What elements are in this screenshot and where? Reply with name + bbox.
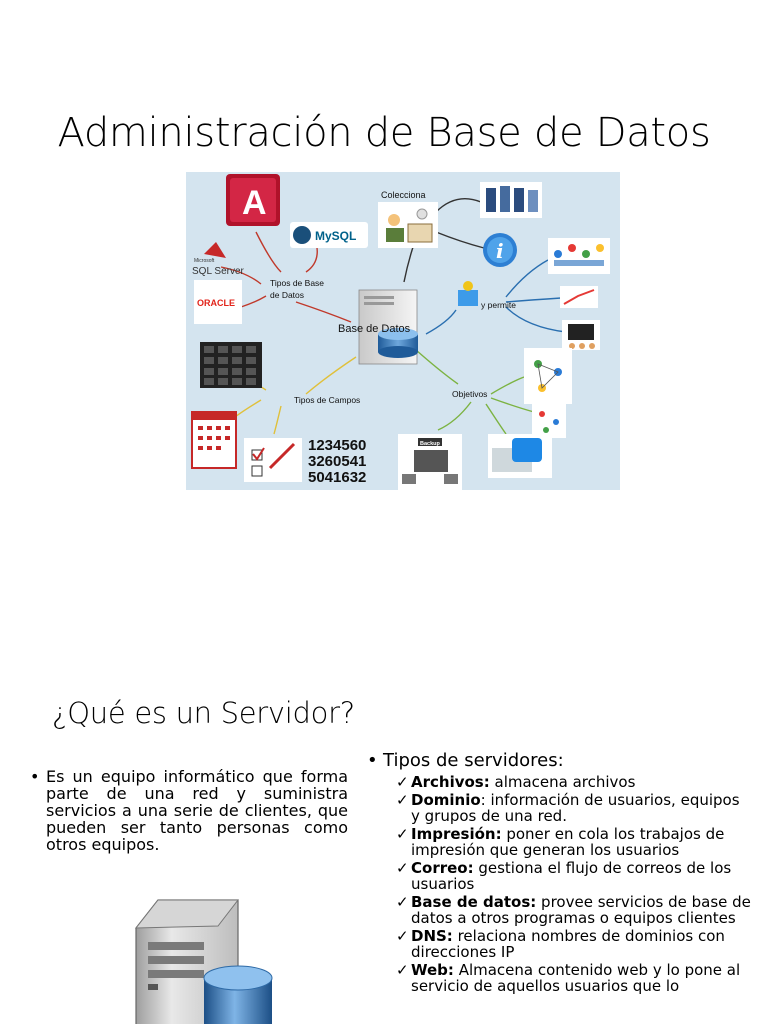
hand-keyboard-icon bbox=[488, 434, 552, 478]
check-icon: ✓ bbox=[396, 791, 409, 809]
collector-cartoon-icon bbox=[378, 202, 438, 248]
database-server-icon bbox=[128, 898, 318, 1024]
svg-text:Colecciona: Colecciona bbox=[381, 190, 426, 200]
svg-text:A: A bbox=[242, 184, 267, 222]
svg-text:ORACLE: ORACLE bbox=[197, 298, 235, 308]
server-types bbox=[367, 750, 752, 996]
server-type-description: relaciona nombres de dominios con direcciones IP bbox=[411, 927, 725, 961]
server-type-item bbox=[396, 928, 752, 960]
server-definition-text: Es un equipo informático que forma parte de una red y suministra servicios a una serie de clientes, que pueden ser tanto personas como otros equipos. bbox=[46, 767, 348, 854]
svg-text:Objetivos: Objetivos bbox=[452, 389, 488, 399]
check-icon: ✓ bbox=[396, 859, 409, 877]
mysql-logo bbox=[290, 222, 368, 248]
calculator-keypad-icon bbox=[200, 342, 262, 388]
check-icon: ✓ bbox=[396, 927, 409, 945]
files-icon bbox=[480, 182, 542, 218]
calendar-icon bbox=[192, 412, 236, 468]
sqlserver-logo bbox=[192, 242, 245, 277]
slide-title: ¿Qué es un Servidor? bbox=[52, 696, 355, 730]
server-type-description: gestiona el flujo de correos de los usuarios bbox=[411, 859, 732, 893]
server-type-item bbox=[396, 962, 752, 994]
svg-text:1234560: 1234560 bbox=[308, 437, 367, 454]
people-network-icon bbox=[548, 238, 610, 274]
puzzle-box-icon bbox=[458, 281, 478, 306]
server-type-item bbox=[396, 826, 752, 858]
svg-text:Microsoft: Microsoft bbox=[194, 258, 215, 264]
svg-text:i: i bbox=[496, 239, 504, 263]
svg-text:5041632: 5041632 bbox=[308, 469, 367, 486]
check-icon: ✓ bbox=[396, 961, 409, 979]
server-type-name: DNS: bbox=[411, 927, 453, 945]
server-type-name: Correo: bbox=[411, 859, 474, 877]
server-types-list bbox=[396, 774, 752, 994]
oracle-logo bbox=[194, 280, 242, 324]
server-type-item bbox=[396, 792, 752, 824]
svg-text:de Datos: de Datos bbox=[270, 290, 305, 300]
access-icon bbox=[226, 174, 280, 226]
server-type-description: poner en cola los trabajos de impresión que generan los usuarios bbox=[411, 825, 725, 859]
svg-text:Base de Datos: Base de Datos bbox=[338, 323, 411, 335]
server-type-item bbox=[396, 894, 752, 926]
info-icon bbox=[483, 233, 517, 267]
keyboard-people-icon bbox=[562, 320, 600, 350]
server-type-item bbox=[396, 860, 752, 892]
database-mindmap bbox=[186, 172, 620, 490]
check-icon: ✓ bbox=[396, 893, 409, 911]
server-definition bbox=[30, 768, 348, 853]
slide-2 bbox=[0, 640, 768, 1024]
server-types-heading: Tipos de servidores: bbox=[383, 750, 564, 771]
mindmap-graphic bbox=[186, 172, 620, 490]
bullet: • bbox=[30, 767, 40, 786]
svg-text:MySQL: MySQL bbox=[315, 229, 357, 243]
svg-text:Tipos de Campos: Tipos de Campos bbox=[294, 395, 361, 405]
svg-text:Tipos de Base: Tipos de Base bbox=[270, 278, 325, 288]
network-nodes-icon bbox=[532, 404, 566, 438]
slide-title: Administración de Base de Datos bbox=[57, 110, 711, 156]
bullet: • bbox=[367, 750, 378, 771]
server-type-name: Base de datos: bbox=[411, 893, 537, 911]
server-type-name: Archivos: bbox=[411, 773, 490, 791]
backup-icon bbox=[398, 434, 462, 490]
server-type-name: Impresión: bbox=[411, 825, 502, 843]
checkbox-true-false-icon bbox=[244, 438, 302, 482]
svg-text:y permite: y permite bbox=[481, 300, 516, 310]
server-type-description: : información de usuarios, equipos y grupos de una red. bbox=[411, 791, 740, 825]
server-type-description: Almacena contenido web y lo pone al servicio de aquellos usuarios que lo bbox=[411, 961, 741, 995]
svg-text:3260541: 3260541 bbox=[308, 453, 367, 470]
server-type-name: Web: bbox=[411, 961, 454, 979]
check-icon: ✓ bbox=[396, 773, 409, 791]
integrity-diagram-icon bbox=[524, 348, 572, 404]
svg-text:SQL Server: SQL Server bbox=[192, 266, 244, 277]
svg-text:Backup: Backup bbox=[420, 441, 440, 447]
server-type-description: almacena archivos bbox=[489, 773, 636, 791]
check-icon: ✓ bbox=[396, 825, 409, 843]
server-type-description: provee servicios de base de datos a otros programas o equipos clientes bbox=[411, 893, 751, 927]
server-type-name: Dominio bbox=[411, 791, 481, 809]
server-type-item bbox=[396, 774, 752, 790]
chart-doc-icon bbox=[560, 286, 598, 308]
